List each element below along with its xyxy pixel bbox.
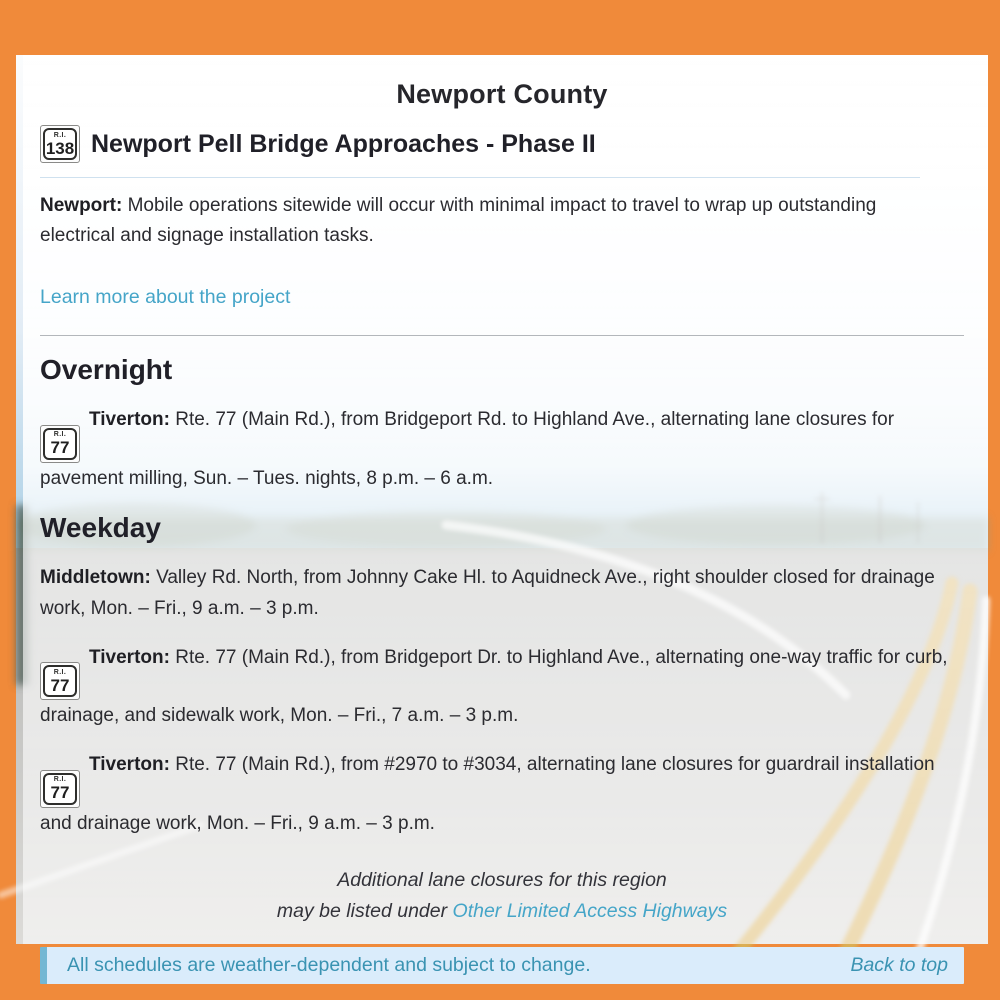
project-town-label: Newport: xyxy=(40,195,123,216)
schedule-notice-bar xyxy=(40,947,964,984)
advisory-page xyxy=(16,55,988,976)
route-77-shield-icon: R.I. 77 xyxy=(40,770,80,808)
closure-town-label: Tiverton: xyxy=(89,646,170,668)
additional-closures-note xyxy=(40,865,964,927)
overnight-section-heading: Overnight xyxy=(40,354,173,385)
closure-town-label: Tiverton: xyxy=(89,754,170,775)
project-description-text: Mobile operations sitewide will occur with minimal impact to travel to wrap up outstanding electrical and signage installation tasks. xyxy=(40,195,877,246)
schedule-notice-text: All schedules are weather-dependent and subject to change. xyxy=(67,953,591,976)
closure-text: Rte. 77 (Main Rd.), from Bridgeport Dr. to Highland Ave., alternating one-way traffic for curb, drainage, and sidewalk work, Mon. – Fri., 7 a.m. – 3 p.m. xyxy=(40,646,948,726)
route-77-shield-icon: R.I. 77 xyxy=(40,662,80,700)
advisory-content xyxy=(23,55,988,976)
back-to-top-link[interactable]: Back to top xyxy=(850,953,948,976)
closure-item xyxy=(40,404,964,494)
project-description xyxy=(40,177,920,251)
closure-item xyxy=(40,749,964,839)
shield-number: 138 xyxy=(45,138,75,158)
learn-more-link[interactable]: Learn more about the project xyxy=(40,286,291,308)
section-divider xyxy=(40,335,964,336)
closure-town-label: Tiverton: xyxy=(89,409,170,430)
note-line1: Additional lane closures for this region xyxy=(337,868,667,891)
note-line2-prefix: may be listed under xyxy=(276,899,448,922)
project-heading xyxy=(40,125,964,163)
route-77-shield-icon: R.I. 77 xyxy=(40,425,80,463)
closure-text: Rte. 77 (Main Rd.), from #2970 to #3034, alternating lane closures for guardrail installation and drainage work, Mon. – Fri., 9 a.m. – 3 p.m. xyxy=(40,754,935,834)
project-title: Newport Pell Bridge Approaches - Phase II xyxy=(91,129,596,158)
closure-text: Valley Rd. North, from Johnny Cake Hl. to Aquidneck Ave., right shoulder closed for drainage work, Mon. – Fri., 9 a.m. – 3 p.m. xyxy=(40,566,935,619)
closure-town-label: Middletown: xyxy=(40,566,151,588)
other-limited-access-highways-link[interactable]: Other Limited Access Highways xyxy=(452,899,728,922)
weekday-section-heading: Weekday xyxy=(40,511,161,543)
closure-item xyxy=(40,642,964,732)
closure-item xyxy=(40,562,964,624)
route-138-shield-icon xyxy=(40,125,80,163)
note-line2 xyxy=(40,896,964,927)
closure-text: Rte. 77 (Main Rd.), from Bridgeport Rd. to Highland Ave., alternating lane closures for pavement milling, Sun. – Tues. nights, 8 p.m. – 6 a.m. xyxy=(40,409,895,489)
county-title: Newport County xyxy=(396,79,608,109)
shield-state-label: R.I. xyxy=(53,131,67,139)
